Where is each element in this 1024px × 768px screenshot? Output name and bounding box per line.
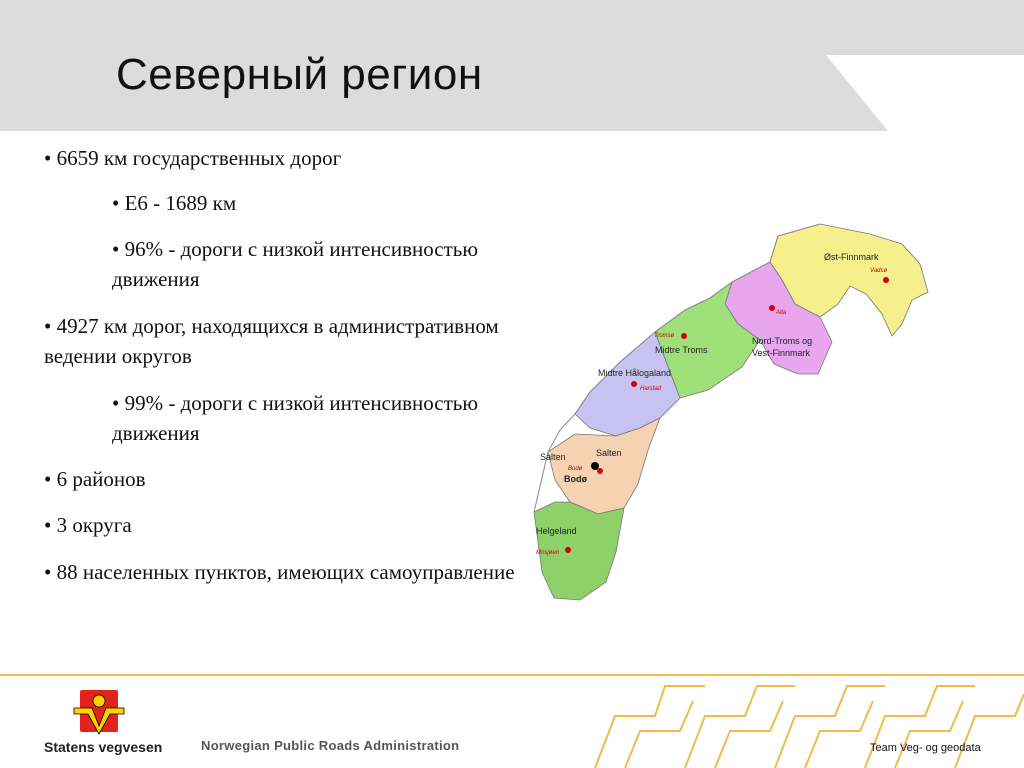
- organization-name: Norwegian Public Roads Administration: [201, 738, 460, 753]
- city-mosjoen: Mosjøen: [536, 550, 560, 556]
- label-salten: Salten: [596, 448, 622, 458]
- city-marker-tromso: [681, 333, 687, 339]
- bullet-item: • Е6 - 1689 км: [112, 191, 237, 215]
- team-label: Team Veg- og geodata: [870, 742, 981, 754]
- bullet-item: • 96% - дороги с низкой интенсивностью: [112, 237, 479, 261]
- city-marker-alta: [769, 305, 775, 311]
- bullet-item: • 3 округа: [44, 513, 132, 537]
- city-marker-bodo: [591, 462, 599, 470]
- city-marker-bodo-red: [597, 468, 603, 474]
- brand-name: Statens vegvesen: [44, 739, 163, 755]
- city-alta: Alta: [776, 310, 787, 316]
- bullet-item: • 4927 км дорог, находящихся в административном: [44, 314, 499, 338]
- bullet-item: движения: [112, 421, 200, 445]
- statens-vegvesen-logo: [72, 688, 126, 736]
- bullet-item: • 99% - дороги с низкой интенсивностью: [112, 391, 479, 415]
- bullet-item: ведении округов: [44, 344, 192, 368]
- label-bodo: Bodø: [564, 474, 587, 484]
- label-ost-finnmark: Øst-Finnmark: [824, 252, 879, 262]
- label-helgeland: Helgeland: [536, 526, 577, 536]
- city-bodo: Bodø: [568, 466, 583, 472]
- city-tromso: Tromsø: [654, 333, 675, 339]
- label-nord-troms-2: Vest-Finnmark: [752, 348, 811, 358]
- city-marker-vadso: [883, 277, 889, 283]
- bullet-item: движения: [112, 267, 200, 291]
- city-marker-harstad: [631, 381, 637, 387]
- label-midtre-halogaland: Midtre Hålogaland: [598, 368, 672, 378]
- slide-title: Северный регион: [116, 50, 483, 99]
- footer-road-pattern: [585, 676, 1024, 768]
- city-marker-mosjoen: [565, 547, 571, 553]
- label-salten-west: Salten: [540, 452, 566, 462]
- label-midtre-troms: Midtre Troms: [655, 345, 708, 355]
- bullet-item: • 6659 км государственных дорог: [44, 146, 342, 170]
- city-vadso: Vadsø: [870, 268, 888, 274]
- city-harstad: Harstad: [640, 386, 662, 392]
- northern-region-map: [520, 222, 940, 607]
- bullet-item: • 6 районов: [44, 467, 146, 491]
- label-nord-troms-1: Nord-Troms og: [752, 336, 813, 346]
- bullet-item: • 88 населенных пунктов, имеющих самоуправление: [44, 560, 515, 584]
